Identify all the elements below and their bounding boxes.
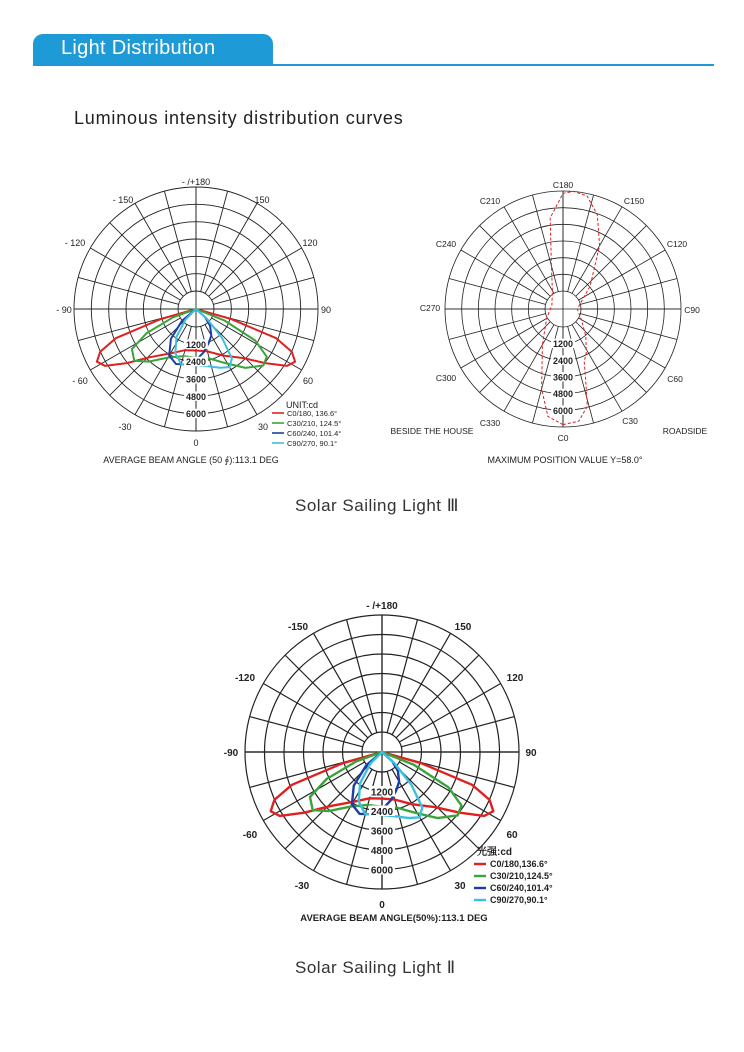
angle-label: - /+180 [181,177,211,187]
angle-label: 150 [454,622,472,633]
legend-entry: C0/180, 136.6° [287,409,338,418]
caption-product2: Solar Sailing Light Ⅱ [295,958,456,977]
grid-spoke [396,655,479,738]
radial-tick-label: 3600 [552,372,574,383]
polar-chart-product2 [224,601,553,924]
caption-product3: Solar Sailing Light Ⅲ [295,496,459,515]
angle-label: 90 [320,305,332,315]
right-note: ROADSIDE [662,426,708,436]
angle-label: C30 [622,416,638,426]
grid-spoke [205,325,257,415]
grid-spoke [504,207,554,294]
radial-tick-label: 1200 [552,339,574,350]
chart-footer: AVERAGE BEAM ANGLE (50 ∮):113.1 DEG [103,455,279,465]
radial-tick-label: 4800 [185,391,207,402]
angle-label: -30 [118,422,132,432]
radial-tick-label: 4800 [370,845,394,857]
angle-label: 30 [257,422,269,432]
angle-label: C150 [623,196,645,206]
angle-label: 60 [506,830,518,841]
unit-label: UNIT:cd [286,400,319,410]
unit-label: 光强:cd [477,847,512,858]
angle-label: - 90 [56,305,72,315]
angle-label: 0 [193,438,199,448]
angle-label: - 150 [112,195,134,205]
radial-tick-label: 3600 [370,826,394,838]
angle-label: C240 [435,239,457,249]
grid-spoke [110,223,184,297]
angle-label: C330 [479,418,501,428]
angle-label: - /+180 [366,601,398,612]
legend-entry: C60/240, 101.4° [287,429,342,438]
angle-label: C120 [666,239,688,249]
radial-tick-label: 2400 [552,355,574,366]
grid-spoke [576,322,647,393]
legend-entry: C90/270,90.1° [490,895,548,905]
angle-label: C300 [435,373,457,383]
chart-footer: AVERAGE BEAM ANGLE(50%):113.1 DEG [300,913,488,924]
angle-label: 120 [506,673,524,684]
angle-label: - 60 [72,376,88,386]
angle-label: C90 [684,305,700,315]
section-title: Light Distribution [61,37,216,59]
chart-footer: MAXIMUM POSITION VALUE Y=58.0° [487,455,643,465]
polar-chart-product3-c-plane [56,177,341,465]
angle-label: C60 [667,374,683,384]
grid-spoke [504,325,554,412]
radial-tick-label: 2400 [370,806,394,818]
legend-entry: C60/240,101.4° [490,883,553,893]
radial-tick-label: 6000 [185,409,207,420]
radial-tick-label: 1200 [185,339,207,350]
radial-tick-label: 6000 [370,865,394,877]
angle-label: 90 [525,748,537,759]
grid-spoke [285,655,368,738]
grid-spoke [205,203,257,293]
angle-label: 0 [379,900,385,911]
angle-label: - 120 [64,238,86,248]
angle-label: C0 [557,433,569,443]
radial-tick-label: 6000 [552,405,574,416]
radial-tick-label: 1200 [370,787,394,799]
grid-spoke [480,226,551,297]
radial-tick-label: 4800 [552,389,574,400]
grid-spoke [135,203,187,293]
legend-entry: C90/270, 90.1° [287,439,338,448]
angle-label: -30 [294,881,310,892]
radial-tick-label: 3600 [185,374,207,385]
angle-label: -60 [242,830,258,841]
legend-entry: C30/210, 124.5° [287,419,342,428]
angle-label: C270 [419,303,441,313]
grid-spoke [480,322,551,393]
angle-label: C180 [552,180,574,190]
grid-spoke [209,223,283,297]
grid-spoke [90,248,180,300]
grid-spoke [576,226,647,297]
angle-label: 60 [302,376,314,386]
polar-chart-product3-isocandela [391,180,708,465]
angle-label: 30 [454,881,466,892]
angle-label: -120 [234,673,256,684]
grid-spoke [579,250,666,300]
angle-label: -90 [223,748,239,759]
angle-label: 120 [302,238,318,248]
left-note: BESIDE THE HOUSE [390,426,474,436]
radial-tick-label: 2400 [185,357,207,368]
grid-spoke [461,318,548,368]
angle-label: 150 [254,195,270,205]
legend-entry: C30/210,124.5° [490,871,553,881]
grid-spoke [212,248,302,300]
angle-label: -150 [287,622,309,633]
angle-label: C210 [479,196,501,206]
grid-spoke [579,318,666,368]
grid-spoke [572,325,622,412]
legend-entry: C0/180,136.6° [490,859,548,869]
grid-spoke [572,207,622,294]
grid-spoke [461,250,548,300]
chart-subtitle: Luminous intensity distribution curves [74,108,404,128]
